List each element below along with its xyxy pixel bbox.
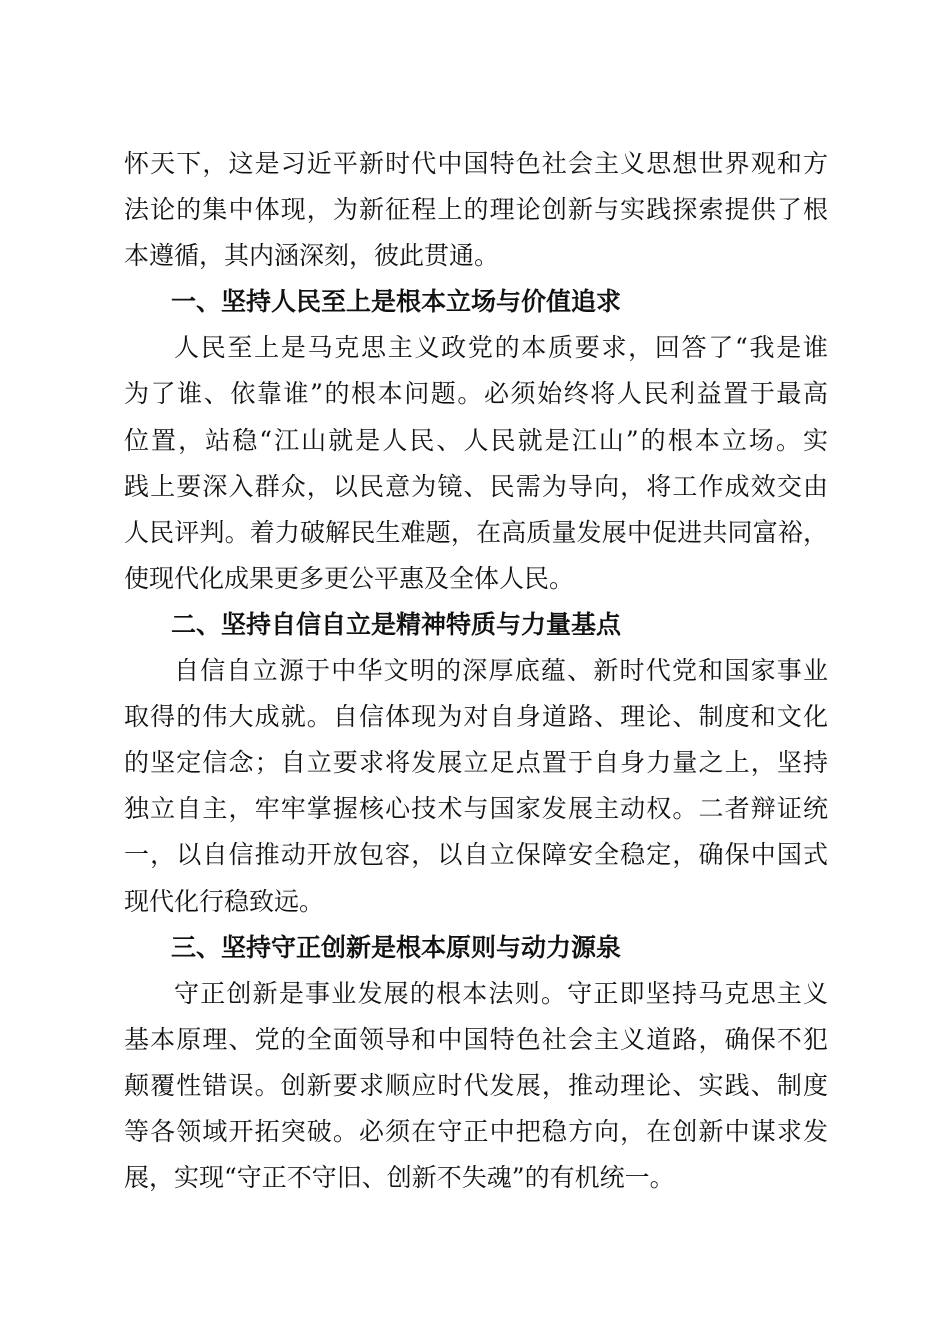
text-line: 践上要深入群众，以民意为镜、民需为导向，将工作成效交由: [124, 471, 828, 501]
text-line: 怀天下，这是习近平新时代中国特色社会主义思想世界观和方: [124, 149, 828, 178]
text-line: 等各领域开拓突破。必须在守正中把稳方向，在创新中谋求发: [124, 1116, 828, 1146]
section-heading-3: 三、坚持守正创新是根本原则与动力源泉: [171, 932, 622, 962]
text-line: 独立自主，牢牢掌握核心技术与国家发展主动权。二者辩证统: [124, 794, 828, 824]
text-line: 颠覆性错误。创新要求顺应时代发展，推动理论、实践、制度: [124, 1070, 828, 1100]
section-paragraph-3: [124, 971, 828, 1201]
document-body: [124, 141, 828, 1201]
text-line: 守正创新是事业发展的根本法则。守正即坚持马克思主义: [174, 978, 828, 1008]
text-line: 基本原理、党的全面领导和中国特色社会主义道路，确保不犯: [124, 1024, 828, 1054]
section-paragraph-1: [124, 325, 828, 602]
intro-paragraph: [124, 141, 828, 279]
text-line: 为了谁、依靠谁”的根本问题。必须始终将人民利益置于最高: [124, 379, 828, 409]
section-heading-1: 一、坚持人民至上是根本立场与价值追求: [171, 287, 622, 317]
text-line: 使现代化成果更多更公平惠及全体人民。: [124, 563, 575, 593]
section-paragraph-2: [124, 648, 828, 925]
text-line: 现代化行稳致远。: [124, 886, 325, 916]
text-line: 展，实现“守正不守旧、创新不失魂”的有机统一。: [124, 1163, 675, 1193]
text-line: 人民至上是马克思主义政党的本质要求，回答了“我是谁: [174, 333, 828, 363]
text-line: 一，以自信推动开放包容，以自立保障安全稳定，确保中国式: [124, 840, 828, 870]
text-line: 取得的伟大成就。自信体现为对自身道路、理论、制度和文化: [124, 702, 828, 732]
text-line: 自信自立源于中华文明的深厚底蕴、新时代党和国家事业: [174, 656, 828, 686]
text-line: 的坚定信念；自立要求将发展立足点置于自身力量之上，坚持: [124, 748, 828, 778]
text-line: 本遵循，其内涵深刻，彼此贯通。: [124, 241, 500, 271]
text-line: 人民评判。着力破解民生难题，在高质量发展中促进共同富裕，: [124, 517, 828, 547]
section-heading-2: 二、坚持自信自立是精神特质与力量基点: [171, 609, 622, 639]
text-line: 位置，站稳“江山就是人民、人民就是江山”的根本立场。实: [124, 425, 828, 455]
text-line: 法论的集中体现，为新征程上的理论创新与实践探索提供了根: [124, 195, 828, 225]
